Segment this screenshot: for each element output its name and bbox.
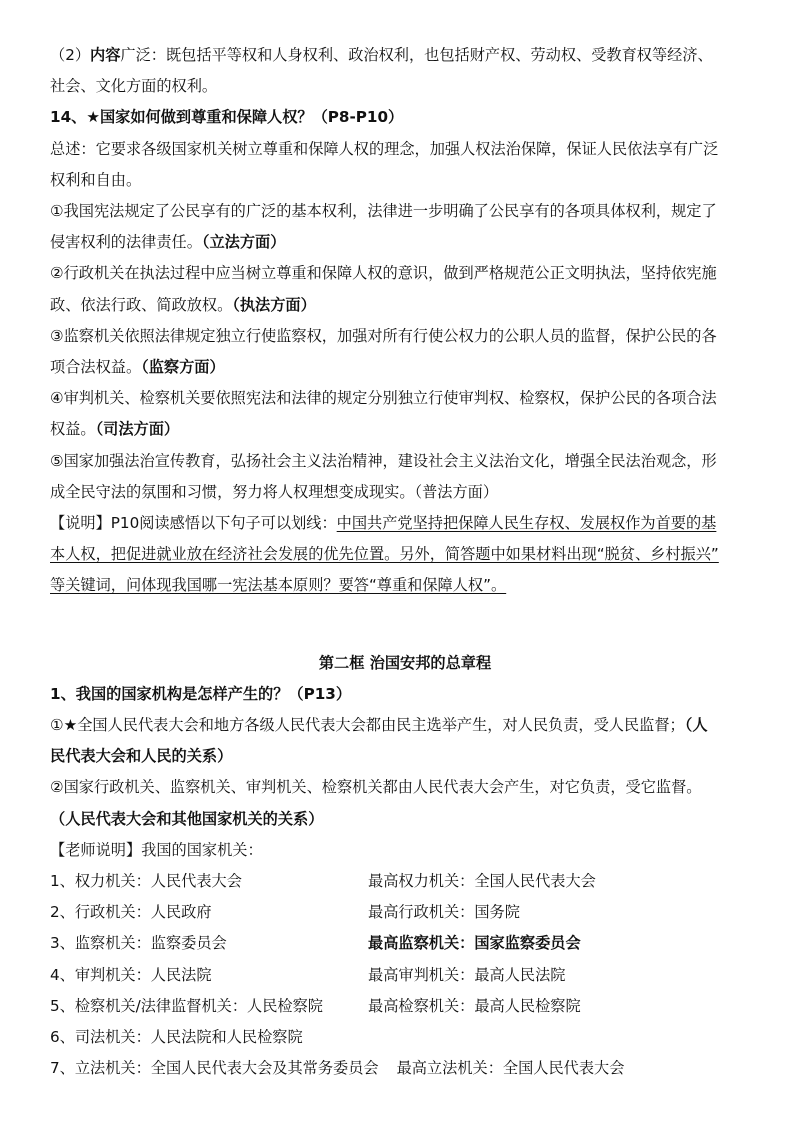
point-5-line1: ⑤国家加强法治宣传教育，弘扬社会主义法治精神，建设社会主义法治文化，增强全民法治观念，形 <box>50 451 717 470</box>
organ-right: 最高权力机关：全国人民代表大会 <box>368 872 596 891</box>
point-5-line2: 成全民守法的氛围和习惯，努力将人权理想变成现实。（普法方面） <box>50 482 499 501</box>
answer-2-line1: ②国家行政机关、监察机关、审判机关、检察机关都由人民代表大会产生，对它负责，受它监督。 <box>50 778 702 797</box>
point-4-line2 <box>50 414 760 445</box>
organ-left: 6、司法机关：人民法院和人民检察院 <box>50 1028 303 1047</box>
aspect-tag: （执法方面） <box>232 295 316 314</box>
organ-right: 最高立法机关：全国人民代表大会 <box>396 1059 625 1078</box>
relation-tag: （人 <box>684 716 708 735</box>
organ-left: 1、权力机关：人民代表大会 <box>50 872 242 891</box>
text-run: 权益。 <box>50 420 96 439</box>
spacer <box>50 602 760 648</box>
underlined-text: 中国共产党坚持把保障人民生存权、发展权作为首要的基 <box>336 514 717 533</box>
point-3-line2 <box>50 352 760 383</box>
organ-left: 7、立法机关：全国人民代表大会及其常务委员会 <box>50 1059 379 1078</box>
organ-row <box>50 897 760 928</box>
organ-left: 3、监察机关：监察委员会 <box>50 934 227 953</box>
aspect-tag: （监察方面） <box>141 358 225 377</box>
text-run: 广泛：既包括平等权和人身权利、政治权利，也包括财产权、劳动权、受教育权等经济、 <box>120 46 713 64</box>
organ-row <box>50 991 760 1022</box>
section-title: 第二框 治国安邦的总章程 <box>318 653 492 672</box>
point-2-line2 <box>50 290 760 321</box>
note-line2: 本人权，把促进就业放在经济社会发展的优先位置。另外，简答题中如果材料出现“脱贫、乡村振兴” <box>50 545 719 564</box>
organ-row <box>50 866 760 897</box>
organ-right: 最高监察机关：国家监察委员会 <box>368 934 581 953</box>
summary-line2: 权利和自由。 <box>50 170 142 189</box>
aspect-tag: （立法方面） <box>201 233 286 252</box>
point-1-line1: ①我国宪法规定了公民享有的广泛的基本权利，法律进一步明确了公民享有的各项具体权利，规定了 <box>50 202 717 221</box>
text-run: ①★全国人民代表大会和地方各级人民代表大会都由民主选举产生，对人民负责，受人民监督； <box>50 716 685 735</box>
aspect-tag: （司法方面） <box>95 420 180 439</box>
point-2-line1: ②行政机关在执法过程中应当树立尊重和保障人权的意识，做到严格规范公正文明执法，坚持依宪施 <box>50 264 717 283</box>
note-label: 【说明】P10阅读感悟以下句子可以划线： <box>50 514 337 533</box>
organ-row <box>50 928 760 959</box>
answer-1-line1 <box>50 710 760 741</box>
point-4-line1: ④审判机关、检察机关要依照宪法和法律的规定分别独立行使审判权、检察权，保护公民的各项合法 <box>50 389 717 408</box>
organ-row <box>50 1053 760 1084</box>
point-3-line1: ③监察机关依照法律规定独立行使监察权，加强对所有行使公权力的公职人员的监督，保护公民的各 <box>50 326 717 345</box>
organ-left: 5、检察机关/法律监督机关：人民检察院 <box>50 996 323 1015</box>
question-14-title: 14、★国家如何做到尊重和保障人权？（P8-P10） <box>50 108 404 127</box>
note-line1 <box>50 508 760 539</box>
paragraph-content-line2: 社会、文化方面的权利。 <box>50 77 218 96</box>
organ-right: 最高检察机关：最高人民检察院 <box>368 996 581 1015</box>
teacher-note: 【老师说明】我国的国家机关： <box>50 840 263 859</box>
answer-2-line2: （人民代表大会和其他国家机关的关系） <box>50 809 324 828</box>
paragraph-content-line1 <box>50 40 760 71</box>
point-1-line2 <box>50 227 760 258</box>
text-run: 项合法权益。 <box>50 358 142 377</box>
text-run: 侵害权利的法律责任。 <box>50 233 202 252</box>
list-marker: （2） <box>50 46 91 64</box>
organ-row <box>50 1022 760 1053</box>
bold-keyword: 内容 <box>90 46 121 64</box>
answer-1-line2: 民代表大会和人民的关系） <box>50 747 233 766</box>
note-line3: 等关键词，问体现我国哪一宪法基本原则？要答“尊重和保障人权”。 <box>50 576 507 595</box>
organ-right: 最高行政机关：国务院 <box>368 903 520 922</box>
question-1-title: 1、我国的国家机构是怎样产生的？（P13） <box>50 684 352 703</box>
document-page <box>50 40 760 1085</box>
text-run: 政、依法行政、简政放权。 <box>50 295 233 314</box>
organ-row <box>50 960 760 991</box>
organ-left: 2、行政机关：人民政府 <box>50 903 212 922</box>
organ-left: 4、审判机关：人民法院 <box>50 965 212 984</box>
summary-line1: 总述：它要求各级国家机关树立尊重和保障人权的理念，加强人权法治保障，保证人民依法享有广泛 <box>50 139 719 158</box>
organ-right: 最高审判机关：最高人民法院 <box>368 965 566 984</box>
